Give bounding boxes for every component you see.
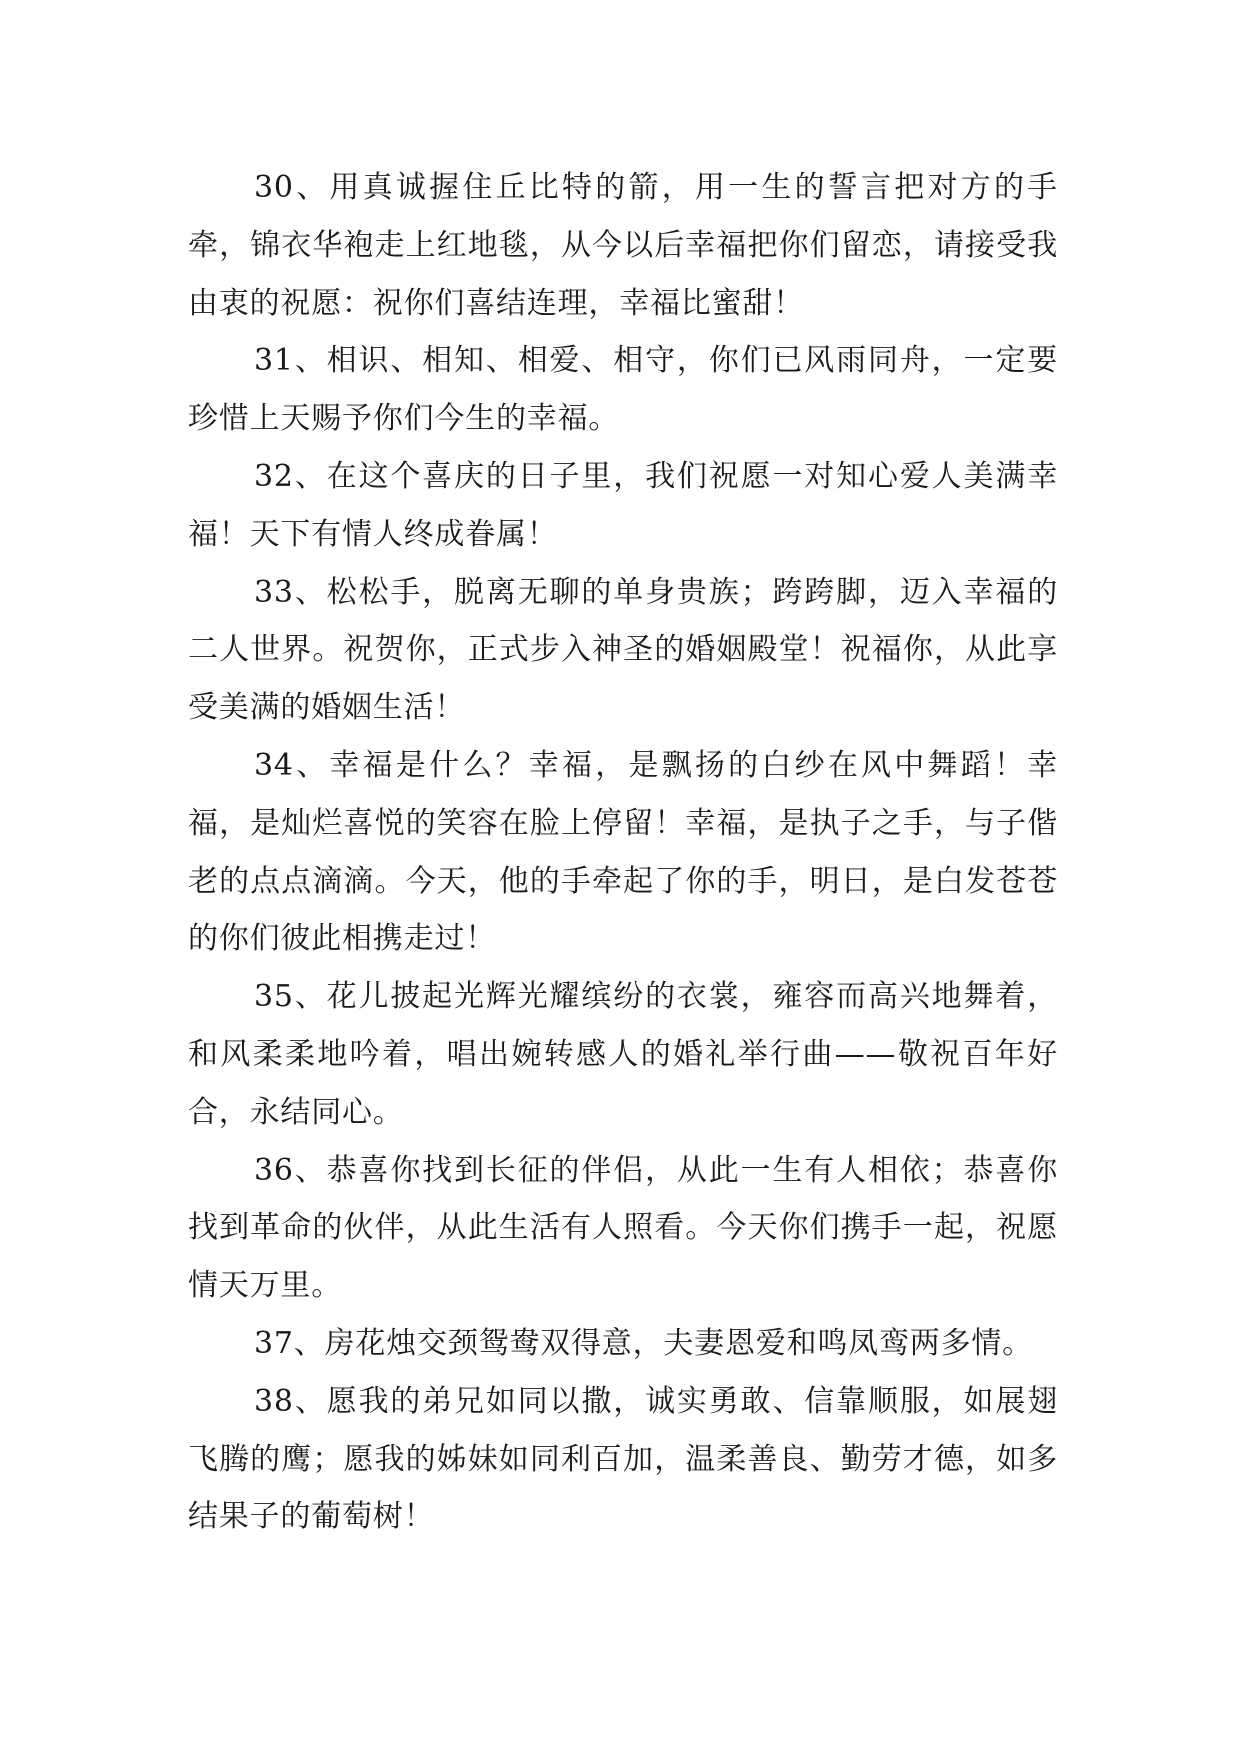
paragraph-33: 33、松松手，脱离无聊的单身贵族；跨跨脚，迈入幸福的二人世界。祝贺你，正式步入神圣的婚姻殿堂！祝福你，从此享受美满的婚姻生活！: [188, 574, 1058, 726]
paragraph-31: 31、相识、相知、相爱、相守，你们已风雨同舟，一定要珍惜上天赐予你们今生的幸福。: [188, 343, 1058, 437]
paragraph-30: 30、用真诚握住丘比特的箭，用一生的誓言把对方的手牵，锦衣华袍走上红地毯，从今以后幸福把你们留恋，请接受我由衷的祝愿：祝你们喜结连理，幸福比蜜甜！: [188, 170, 1058, 321]
paragraph-36: 36、恭喜你找到长征的伴侣，从此一生有人相依；恭喜你找到革命的伙伴，从此生活有人照看。今天你们携手一起，祝愿情天万里。: [188, 1152, 1058, 1304]
paragraph-34: 34、幸福是什么？幸福，是飘扬的白纱在风中舞蹈！幸福，是灿烂喜悦的笑容在脸上停留！幸福，是执子之手，与子偕老的点点滴滴。今天，他的手牵起了你的手，明日，是白发苍苍的你们彼此相携走过！: [188, 747, 1058, 957]
paragraph-32: 32、在这个喜庆的日子里，我们祝愿一对知心爱人美满幸福！天下有情人终成眷属！: [188, 458, 1058, 552]
document-body: [188, 159, 1058, 1546]
paragraph-38: 38、愿我的弟兄如同以撒，诚实勇敢、信靠顺服，如展翅飞腾的鹰；愿我的姊妹如同利百加，温柔善良、勤劳才德，如多结果子的葡萄树！: [188, 1383, 1058, 1535]
paragraph-37: 37、房花烛交颈鸳鸯双得意，夫妻恩爱和鸣凤鸾两多情。: [254, 1325, 1033, 1361]
paragraph-35: 35、花儿披起光辉光耀缤纷的衣裳，雍容而高兴地舞着，和风柔柔地吟着，唱出婉转感人的婚礼举行曲——敬祝百年好合，永结同心。: [188, 979, 1058, 1130]
